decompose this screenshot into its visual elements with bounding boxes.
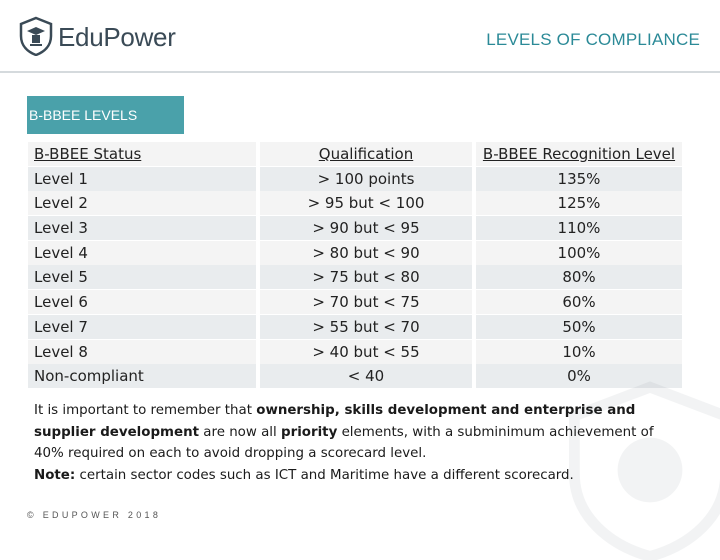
note-text: are now all: [199, 424, 281, 440]
status-cell: Level 8: [28, 340, 256, 364]
brand-logo[interactable]: [18, 16, 176, 56]
watermark-logo-icon: [560, 380, 720, 560]
recognition-cell: 50%: [476, 315, 682, 339]
table-header-row: [28, 142, 682, 167]
status-cell: Level 2: [28, 191, 256, 215]
note-text: It is important to remember that: [34, 403, 257, 418]
header-qualification: Qualification: [260, 142, 472, 166]
recognition-cell: 60%: [476, 290, 682, 314]
status-cell: Level 6: [28, 290, 256, 314]
levels-table: [28, 142, 682, 389]
qualification-cell: > 95 but < 100: [260, 191, 472, 215]
status-cell: Non-compliant: [28, 364, 256, 388]
qualification-cell: > 70 but < 75: [260, 290, 472, 314]
header-recognition: B-BBEE Recognition Level: [476, 142, 682, 166]
qualification-cell: > 90 but < 95: [260, 216, 472, 240]
recognition-cell: 100%: [476, 241, 682, 265]
table-row: [28, 265, 682, 290]
recognition-cell: 135%: [476, 167, 682, 191]
header: [0, 0, 720, 74]
qualification-cell: > 75 but < 80: [260, 265, 472, 289]
table-row: [28, 191, 682, 216]
graduation-shield-icon: [18, 16, 54, 56]
note-text: certain sector codes such as ICT and Maritime have a different scorecard.: [75, 467, 574, 483]
section-tab: B-BBEE LEVELS: [27, 96, 184, 134]
status-cell: Level 7: [28, 315, 256, 339]
recognition-cell: 0%: [476, 364, 682, 388]
header-divider: [0, 71, 720, 73]
table-row: [28, 340, 682, 365]
status-cell: Level 1: [28, 167, 256, 191]
status-cell: Level 5: [28, 265, 256, 289]
table-row: [28, 315, 682, 340]
table-row: [28, 241, 682, 266]
page-title: LEVELS OF COMPLIANCE: [486, 30, 700, 49]
qualification-cell: > 100 points: [260, 167, 472, 191]
recognition-cell: 125%: [476, 191, 682, 215]
qualification-cell: > 40 but < 55: [260, 340, 472, 364]
table-row: [28, 290, 682, 315]
note-emphasis: ownership, skills development and enterprise and supplier development: [34, 403, 636, 440]
recognition-cell: 10%: [476, 340, 682, 364]
footer-copyright: © EDUPOWER 2018: [27, 510, 162, 520]
header-status: B-BBEE Status: [28, 142, 256, 166]
qualification-cell: > 55 but < 70: [260, 315, 472, 339]
recognition-cell: 110%: [476, 216, 682, 240]
brand-name: EduPower: [58, 22, 176, 52]
note-text: elements, with a subminimum achievement of 40% required on each to avoid dropping a scorecard level.: [34, 424, 654, 462]
recognition-cell: 80%: [476, 265, 682, 289]
table-row: [28, 167, 682, 192]
status-cell: Level 4: [28, 241, 256, 265]
note-label: Note:: [34, 467, 76, 483]
note-emphasis: priority: [281, 424, 338, 440]
table-row: [28, 216, 682, 241]
status-cell: Level 3: [28, 216, 256, 240]
qualification-cell: < 40: [260, 364, 472, 388]
qualification-cell: > 80 but < 90: [260, 241, 472, 265]
